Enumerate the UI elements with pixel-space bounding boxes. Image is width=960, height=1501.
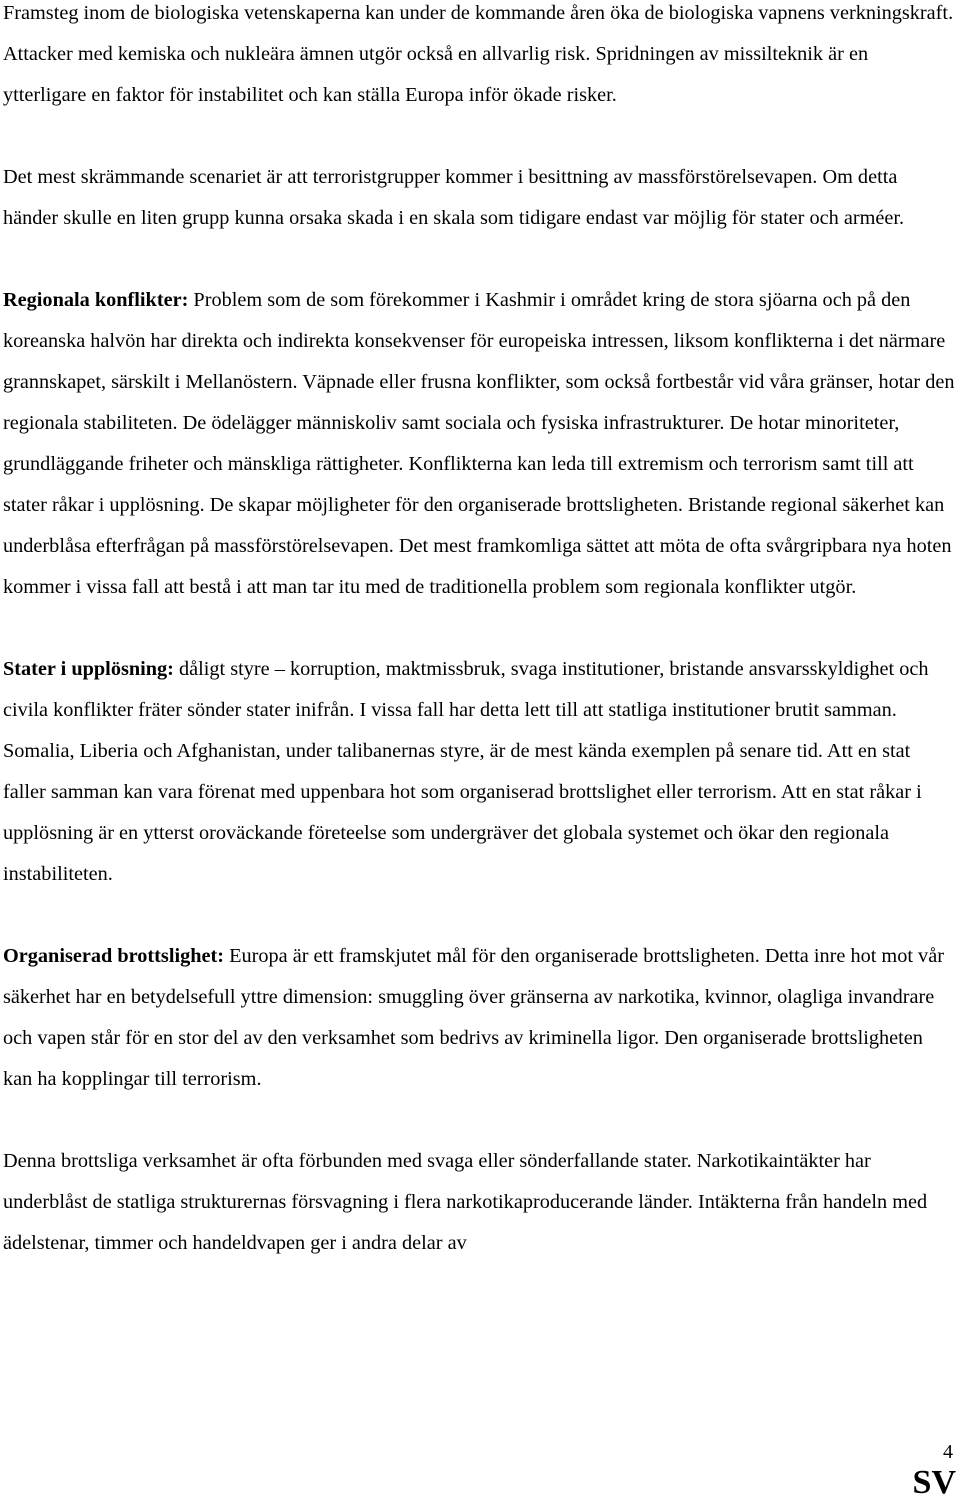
paragraph-gap [3,608,955,649]
paragraph-5-text: Europa är ett framskjutet mål för den organiserade brottsligheten. Detta inre hot mot vår säkerhet har en betydelsefull yttre dimension: smuggling över gränserna av narkotika, kvinnor, olagliga invandrare och vapen står för en stor del av den verksamhet som bedrivs av kriminella ligor. Den organiserade brottsligheten kan ha kopplingar till terrorism. [3,945,944,1090]
paragraph-gap [3,1100,955,1141]
paragraph-2 [3,157,955,239]
paragraph-2-text: Det mest skrämmande scenariet är att terroristgrupper kommer i besittning av massförstörelsevapen. Om detta händer skulle en liten grupp kunna orsaka skada i en skala som tidigare endast var möjlig för stater och arméer. [3,166,905,229]
paragraph-1-text: Framsteg inom de biologiska vetenskaperna kan under de kommande åren öka de biologiska vapnens verkningskraft. Attacker med kemiska och nukleära ämnen utgör också en allvarlig risk. Spridningen av missilteknik är en ytterligare en faktor för instabilitet och kan ställa Europa inför ökade risker. [3,2,954,106]
document-page [3,0,955,1264]
paragraph-4-text: dåligt styre – korruption, maktmissbruk, svaga institutioner, bristande ansvarsskyldighet och civila konflikter fräter sönder stater inifrån. I vissa fall har detta lett till att statliga institutioner brutit samman. Somalia, Liberia och Afghanistan, under talibanernas styre, är de mest kända exemplen på senare tid. Att en stat faller samman kan vara förenat med uppenbara hot som organiserad brottslighet eller terrorism. Att en stat råkar i upplösning är en ytterst oroväckande företeelse som undergräver det globala systemet och ökar den regionala instabiliteten. [3,658,929,885]
paragraph-6 [3,1141,955,1264]
paragraph-gap [3,895,955,936]
paragraph-heading-regional-conflicts: Regionala konflikter: [3,289,189,311]
paragraph-organised-crime [3,936,955,1100]
paragraph-regional-conflicts [3,280,955,608]
language-code: SV [912,1464,956,1501]
paragraph-failing-states [3,649,955,895]
page-number: 4 [943,1441,953,1463]
paragraph-3-text: Problem som de som förekommer i Kashmir i området kring de stora sjöarna och på den koreanska halvön har direkta och indirekta konsekvenser för europeiska intressen, liksom konflikterna i det närmare grannskapet, särskilt i Mellanöstern. Väpnade eller frusna konflikter, som också fortbestår vid våra gränser, hotar den regionala stabiliteten. De ödelägger människoliv samt sociala och fysiska infrastrukturer. De hotar minoriteter, grundläggande friheter och mänskliga rättigheter. Konflikterna kan leda till extremism och terrorism samt till att stater råkar i upplösning. De skapar möjligheter för den organiserade brottsligheten. Bristande regional säkerhet kan underblåsa efterfrågan på massförstörelsevapen. Det mest framkomliga sättet att möta de ofta svårgripbara nya hoten kommer i vissa fall att bestå i att man tar itu med de traditionella problem som regionala konflikter utgör. [3,289,955,598]
paragraph-gap [3,116,955,157]
paragraph-heading-failing-states: Stater i upplösning: [3,658,174,680]
paragraph-gap [3,239,955,280]
paragraph-heading-organised-crime: Organiserad brottslighet: [3,945,225,967]
paragraph-1 [3,0,955,116]
paragraph-6-text: Denna brottsliga verksamhet är ofta förbunden med svaga eller sönderfallande stater. Narkotikaintäkter har underblåst de statliga strukturernas försvagning i flera narkotikaproducerande länder. Intäkterna från handeln med ädelstenar, timmer och handeldvapen ger i andra delar av [3,1150,928,1254]
